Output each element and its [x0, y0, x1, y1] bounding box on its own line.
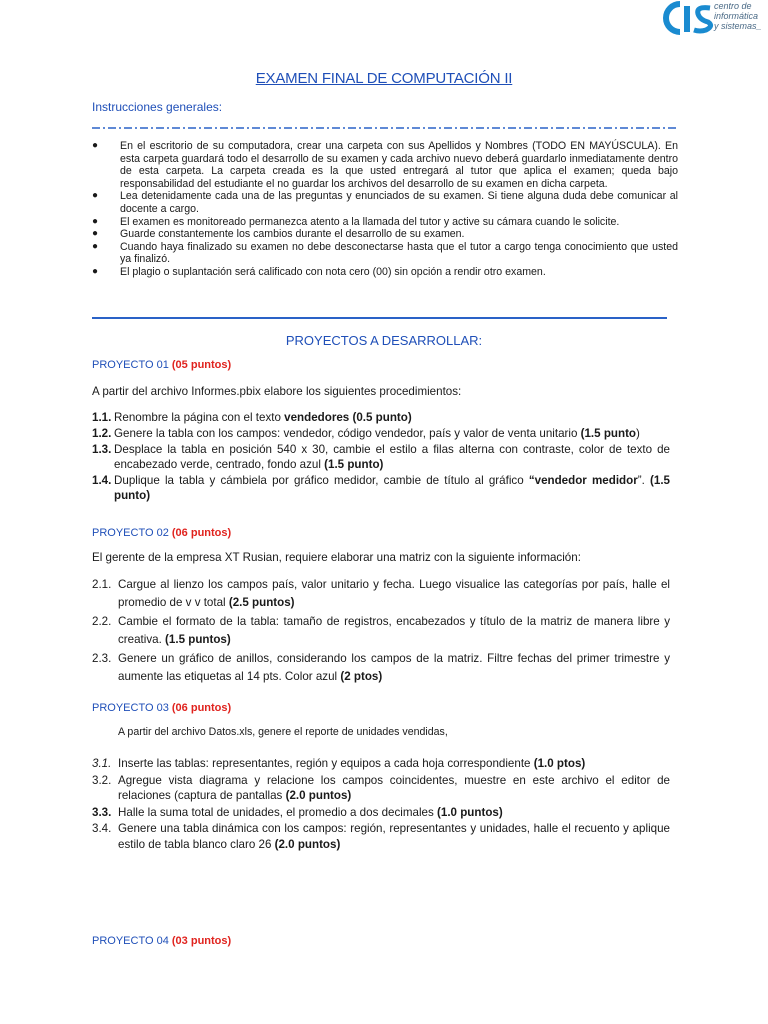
instruction-text: El examen es monitoreado permanezca atento a la llamada del tutor y active su cámara cuando le solicite.	[120, 215, 620, 228]
task-text: Genere una tabla dinámica con los campos: región, representantes y unidades, halle el recuento y aplique estilo de tabla blanco claro 26	[118, 822, 670, 851]
task-points: (2.5 puntos)	[228, 596, 295, 609]
task-item	[92, 442, 670, 472]
task-points: (1.5 puntos)	[165, 633, 231, 646]
task-tail: ”.	[637, 474, 651, 487]
instruction-item	[92, 266, 678, 279]
project-02-items	[92, 576, 670, 687]
task-text: Renombre la página con el texto	[114, 411, 285, 424]
task-item	[92, 576, 670, 612]
dash-dot-divider	[92, 126, 678, 130]
task-number: 3.4.	[92, 822, 112, 835]
section-divider	[92, 317, 667, 319]
project-points: (06 puntos)	[171, 702, 232, 714]
task-number: 3.1.	[92, 757, 112, 770]
task-text: Genere la tabla con los campos: vendedor, código vendedor, país y valor de venta unitario	[114, 427, 581, 440]
task-item	[92, 650, 670, 686]
bullet-icon: ●	[92, 190, 99, 202]
task-points: (1.0 puntos)	[437, 805, 503, 819]
project-01-heading	[92, 359, 231, 371]
instructions-list	[92, 140, 678, 279]
task-number: 1.1.	[92, 411, 112, 424]
instructions-heading: Instrucciones generales:	[92, 100, 223, 114]
task-number: 2.1.	[92, 578, 112, 591]
task-number: 1.2.	[92, 427, 112, 440]
instruction-text: Lea detenidamente cada una de las preguntas y enunciados de su examen. Si tiene alguna duda debe comunicar al docente a cargo.	[120, 190, 678, 215]
task-number: 1.4.	[92, 474, 112, 487]
project-points: (03 puntos)	[171, 935, 232, 947]
task-points: (2 ptos)	[340, 670, 383, 683]
project-02-intro: El gerente de la empresa XT Rusian, requiere elaborar una matriz con la siguiente información:	[92, 551, 581, 564]
instruction-item	[92, 216, 678, 229]
project-points: (05 puntos)	[171, 359, 232, 371]
project-03-intro: A partir del archivo Datos.xls, genere el reporte de unidades vendidas,	[118, 726, 448, 738]
task-points: (1.0 ptos)	[533, 757, 586, 770]
bullet-icon: ●	[92, 240, 99, 252]
project-03-heading	[92, 702, 231, 714]
project-01-items	[92, 410, 670, 504]
task-text: Duplique la tabla y cámbiela por gráfico medidor, cambie de título al gráfico	[114, 474, 529, 487]
task-text: Inserte las tablas: representantes, región y equipos a cada hoja correspondiente	[118, 757, 534, 770]
project-01-intro: A partir del archivo Informes.pbix elabore los siguientes procedimientos:	[92, 385, 462, 398]
task-text: Cargue al lienzo los campos país, valor unitario y fecha. Luego visualice las categorías por país, halle el promedio de v v total	[118, 578, 670, 609]
task-points: (1.5 punto)	[114, 474, 670, 502]
task-quote: “vendedor medidor	[528, 474, 638, 487]
task-item	[92, 473, 670, 503]
task-item	[92, 821, 670, 852]
task-points: (2.0 puntos)	[285, 789, 352, 802]
instruction-item	[92, 228, 678, 241]
project-label: PROYECTO 01	[92, 359, 169, 371]
task-item	[92, 805, 670, 821]
bullet-icon: ●	[92, 215, 99, 227]
project-04-heading	[92, 935, 231, 947]
project-02-heading	[92, 527, 231, 539]
task-item	[92, 756, 670, 772]
task-number: 3.3.	[92, 805, 112, 819]
task-item	[92, 613, 670, 649]
task-text: Halle la suma total de unidades, el promedio a dos decimales	[118, 805, 438, 819]
task-number: 1.3.	[92, 443, 112, 456]
task-item	[92, 410, 670, 425]
project-label: PROYECTO 03	[92, 702, 169, 714]
logo-line-3: y sistemas_	[714, 21, 762, 31]
instruction-item	[92, 241, 678, 266]
instruction-text: Guarde constantemente los cambios durante el desarrollo de su examen.	[120, 228, 465, 241]
instruction-text: En el escritorio de su computadora, crear una carpeta con sus Apellidos y Nombres (TODO EN MAYÚSCULA). En esta carpeta guardará todo el desarrollo de su examen y cada archivo nuevo deberá guardarlo inmediatamente dentro de esta carpeta. La carpeta creada es la que usted entregará al tutor que aplica el examen; queda bajo responsabilidad del estudiante el no guardar los archivos del desarrollo de su examen en dicha carpeta.	[120, 140, 678, 190]
logo-tagline	[714, 1, 762, 31]
project-label: PROYECTO 04	[92, 935, 169, 947]
task-tail: )	[636, 427, 640, 440]
logo-line-1: centro de	[714, 1, 752, 11]
instruction-item	[92, 190, 678, 215]
task-points: (2.0 puntos)	[274, 837, 341, 851]
exam-title: EXAMEN FINAL DE COMPUTACIÓN II	[255, 70, 513, 87]
bullet-icon: ●	[92, 265, 99, 277]
instruction-text: Cuando haya finalizado su examen no debe desconectarse hasta que el tutor a cargo tenga conocimiento que usted ya finalizó.	[120, 240, 678, 266]
task-points: (1.5 punto	[580, 427, 637, 440]
task-item	[92, 773, 670, 804]
instruction-item	[92, 140, 678, 190]
projects-heading: PROYECTOS A DESARROLLAR:	[285, 333, 483, 348]
project-03-items	[92, 756, 670, 853]
task-points: (1.5 punto)	[324, 458, 384, 471]
task-number: 2.3.	[92, 652, 112, 665]
task-text: Agregue vista diagrama y relacione los campos coincidentes, muestre en este archivo el editor de relaciones (captura de pantallas	[118, 773, 670, 802]
task-item	[92, 426, 670, 441]
task-text: Cambie el formato de la tabla: tamaño de registros, encabezados y título de la matriz de manera libre y creativa.	[118, 615, 670, 646]
task-text: Genere un gráfico de anillos, considerando los campos de la matriz. Filtre fechas del primer trimestre y aumente las etiquetas al 14 pts. Color azul	[118, 652, 670, 683]
task-text: Desplace la tabla en posición 540 x 30, cambie el estilo a filas alterna con contraste, color de texto de encabezado verde, centrado, fondo azul	[114, 443, 670, 471]
bullet-icon: ●	[92, 140, 99, 151]
project-points: (06 puntos)	[171, 527, 232, 539]
project-label: PROYECTO 02	[92, 527, 169, 539]
instruction-text: El plagio o suplantación será calificado con nota cero (00) sin opción a rendir otro examen.	[120, 265, 546, 278]
bullet-icon: ●	[92, 228, 99, 240]
task-points: vendedores (0.5 punto)	[284, 411, 412, 424]
task-number: 2.2.	[92, 615, 112, 628]
cis-logo-mark	[660, 0, 716, 36]
logo-line-2: informática	[714, 11, 759, 21]
task-number: 3.2.	[92, 773, 112, 787]
